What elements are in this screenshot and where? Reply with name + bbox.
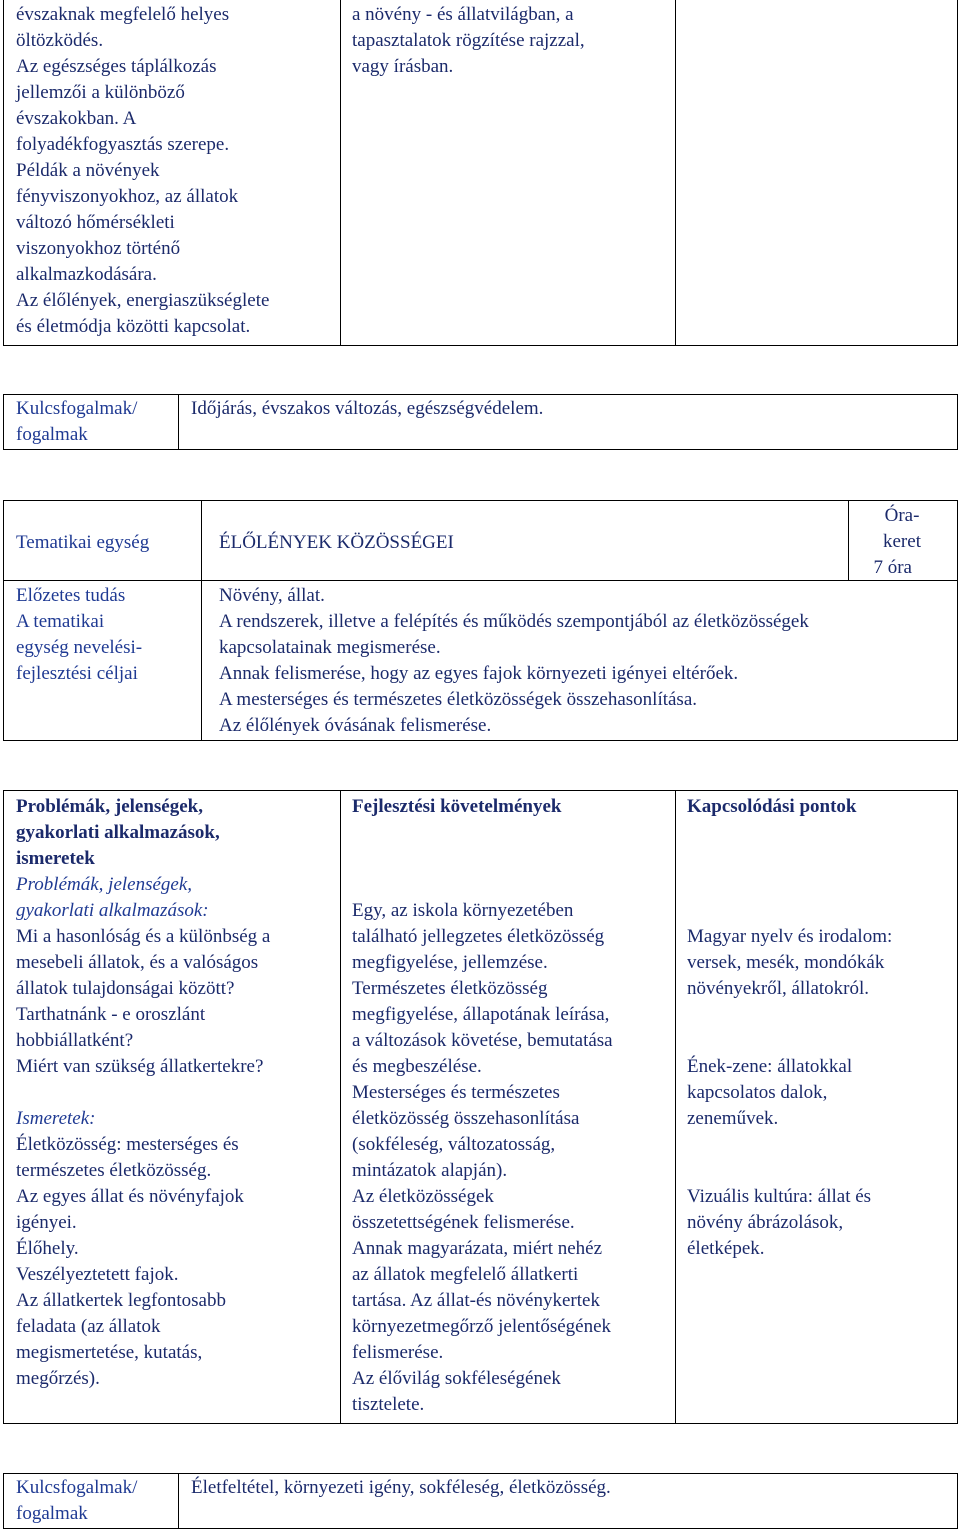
spacer — [687, 1002, 955, 1028]
text-line: Problémák, jelenségek, — [16, 796, 203, 817]
text-line: gyakorlati alkalmazások, — [16, 822, 220, 843]
unit-table-hours-divider — [848, 500, 849, 581]
text-line: a növény - és állatvilágban, a — [352, 4, 574, 25]
text-line: Ének-zene: állatokkal — [687, 1056, 853, 1077]
text-line: Magyar nyelv és irodalom: — [687, 926, 893, 947]
text-line: az állatok megfelelő állatkerti — [352, 1264, 579, 1285]
text-line: megfigyelése, jellemzése. — [352, 952, 548, 973]
text-line: fejlesztési céljai — [16, 663, 138, 684]
hours-frame — [852, 503, 952, 581]
section-heading: Ismeretek: — [16, 1108, 96, 1129]
text-line: életközösség összehasonlítása — [352, 1108, 580, 1129]
text-line: és megbeszélése. — [352, 1056, 482, 1077]
top-table-divider-2 — [675, 0, 676, 346]
keywords-value-2 — [191, 1475, 611, 1501]
text-line: Életfeltétel, környezeti igény, sokféleség, életközösség. — [191, 1477, 611, 1498]
text-line: megismertetése, kutatás, — [16, 1342, 203, 1363]
text-line: Életközösség: mesterséges és — [16, 1134, 239, 1155]
text-line: igényei. — [16, 1212, 77, 1233]
text-line: Példák a növények — [16, 160, 160, 181]
text-line: feladata (az állatok — [16, 1316, 161, 1337]
hours-label-line1: Óra- — [884, 505, 920, 526]
text-line: öltözködés. — [16, 30, 104, 51]
text-line: évszaknak megfelelő helyes — [16, 4, 230, 25]
text-line: jellemzői a különböző — [16, 82, 185, 103]
text-line: természetes életközösség. — [16, 1160, 212, 1181]
text-line: (sokféleség, változatosság, — [352, 1134, 556, 1155]
text-line: életképek. — [687, 1238, 765, 1259]
text-line: Tarthatnánk - e oroszlánt — [16, 1004, 206, 1025]
text-line: Az egyes állat és növényfajok — [16, 1186, 244, 1207]
text-line: Természetes életközösség — [352, 978, 548, 999]
text-line: Kulcsfogalmak/ — [16, 398, 138, 419]
unit-title — [219, 530, 454, 556]
text-line: kapcsolatainak megismerése. — [219, 637, 441, 658]
hours-label-line2: keret — [883, 531, 921, 552]
text-line: Az élőlények, energiaszükséglete — [16, 290, 270, 311]
spacer — [16, 1080, 336, 1106]
text-line: Időjárás, évszakos változás, egészségvédelem. — [191, 398, 544, 419]
spacer — [687, 1132, 955, 1158]
text-line: zeneművek. — [687, 1108, 779, 1129]
text-line: versek, mesék, mondókák — [687, 952, 885, 973]
text-line: Annak felismerése, hogy az egyes fajok környezeti igényei eltérőek. — [219, 663, 739, 684]
text-line: Vizuális kultúra: állat és — [687, 1186, 872, 1207]
main-table-header-col2 — [352, 794, 561, 820]
text-line: Annak magyarázata, miért nehéz — [352, 1238, 603, 1259]
keywords-table-1-divider — [178, 394, 179, 450]
text-line: Növény, állat. — [219, 585, 325, 606]
text-line: Mi a hasonlóság és a különbség a — [16, 926, 271, 947]
keywords-label-1 — [16, 396, 137, 448]
keywords-value-1 — [191, 396, 543, 422]
text-line: Kulcsfogalmak/ — [16, 1477, 138, 1498]
text-line: Veszélyeztetett fajok. — [16, 1264, 179, 1285]
text-line: Egy, az iskola környezetében — [352, 900, 574, 921]
text-line: Az állatkertek legfontosabb — [16, 1290, 226, 1311]
unit-label — [16, 530, 149, 556]
text-line: környezetmegőrző jelentőségének — [352, 1316, 612, 1337]
text-line: tartása. Az állat-és növénykertek — [352, 1290, 600, 1311]
text-line: A tematikai — [16, 611, 105, 632]
text-line: növényekről, állatokról. — [687, 978, 870, 999]
spacer — [687, 1028, 955, 1054]
text-line: Mesterséges és természetes — [352, 1082, 560, 1103]
main-table-divider-1 — [340, 790, 341, 1424]
main-table-header-col3 — [687, 794, 856, 820]
top-table-col2-text — [352, 2, 672, 80]
text-line: állatok tulajdonságai között? — [16, 978, 235, 999]
text-line: A mesterséges és természetes életközösségek összehasonlítása. — [219, 689, 698, 710]
spacer — [687, 1158, 955, 1184]
main-table-divider-2 — [675, 790, 676, 1424]
unit-table-col-divider — [201, 500, 202, 741]
text-line: tisztelete. — [352, 1394, 425, 1415]
prior-knowledge-value — [219, 583, 809, 739]
keywords-label-2 — [16, 1475, 137, 1527]
text-line: vagy írásban. — [352, 56, 454, 77]
text-line: mintázatok alapján). — [352, 1160, 508, 1181]
section-heading: gyakorlati alkalmazások: — [16, 900, 209, 921]
text-line: viszonyokhoz történő — [16, 238, 181, 259]
text-line: ismeretek — [16, 848, 95, 869]
prior-knowledge-label — [16, 583, 142, 687]
text-line: megfigyelése, állapotának leírása, — [352, 1004, 610, 1025]
text-line: hobbiállatként? — [16, 1030, 134, 1051]
text-line: Kapcsolódási pontok — [687, 796, 857, 817]
text-line: A rendszerek, illetve a felépítés és működés szempontjából az életközösségek — [219, 611, 809, 632]
text-line: felismerése. — [352, 1342, 444, 1363]
top-table-col1-text — [16, 2, 336, 340]
text-line: Az élőlények óvásának felismerése. — [219, 715, 492, 736]
text-line: fényviszonyokhoz, az állatok — [16, 186, 239, 207]
text-line: Élőhely. — [16, 1238, 79, 1259]
text-line: tapasztalatok rögzítése rajzzal, — [352, 30, 585, 51]
text-line: alkalmazkodására. — [16, 264, 157, 285]
text-line: Fejlesztési követelmények — [352, 796, 562, 817]
text-line: változó hőmérsékleti — [16, 212, 175, 233]
hours-value: 7 óra — [873, 557, 912, 578]
text-line: Az egészséges táplálkozás — [16, 56, 217, 77]
text-line: a változások követése, bemutatása — [352, 1030, 613, 1051]
text-line: folyadékfogyasztás szerepe. — [16, 134, 230, 155]
text-line: megőrzés). — [16, 1368, 100, 1389]
text-line: Miért van szükség állatkertekre? — [16, 1056, 264, 1077]
top-table-divider-1 — [340, 0, 341, 346]
main-table-col1 — [16, 872, 336, 1392]
main-table-col3 — [687, 924, 955, 1262]
page-title: ÉLŐLÉNYEK KÖZÖSSÉGEI — [219, 532, 454, 553]
main-table-header-col1 — [16, 794, 220, 872]
text-line: fogalmak — [16, 1503, 88, 1524]
text-line: mesebeli állatok, és a valóságos — [16, 952, 259, 973]
text-line: évszakokban. A — [16, 108, 137, 129]
text-line: Tematikai egység — [16, 532, 150, 553]
text-line: található jellegzetes életközösség — [352, 926, 605, 947]
section-heading: Problémák, jelenségek, — [16, 874, 193, 895]
unit-table-row-divider — [3, 580, 958, 581]
text-line: kapcsolatos dalok, — [687, 1082, 828, 1103]
keywords-table-2-divider — [178, 1473, 179, 1529]
text-line: Az élővilág sokféleségének — [352, 1368, 561, 1389]
text-line: és életmódja közötti kapcsolat. — [16, 316, 251, 337]
text-line: növény ábrázolások, — [687, 1212, 844, 1233]
main-table-col2 — [352, 898, 672, 1418]
text-line: Előzetes tudás — [16, 585, 126, 606]
text-line: fogalmak — [16, 424, 88, 445]
text-line: Az életközösségek — [352, 1186, 494, 1207]
text-line: összetettségének felismerése. — [352, 1212, 575, 1233]
text-line: egység nevelési- — [16, 637, 143, 658]
